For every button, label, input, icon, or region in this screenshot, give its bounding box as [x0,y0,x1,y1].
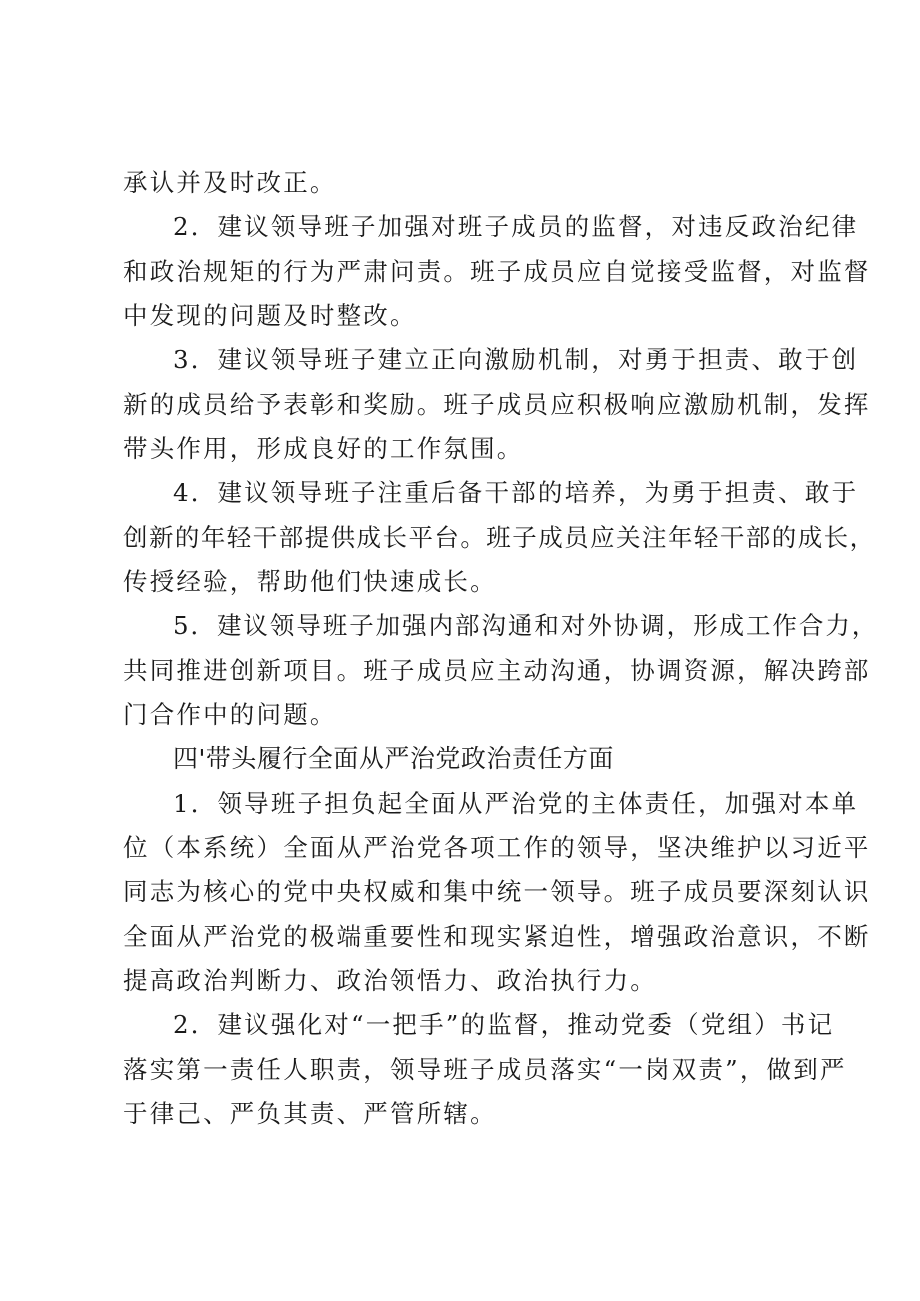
text-line: 全面从严治党的极端重要性和现实紧迫性，增强政治意识，不断 [123,922,871,951]
text-line: 创新的年轻干部提供成长平台。班子成员应关注年轻干部的成长， [123,523,876,552]
text-line: 门合作中的问题。 [123,700,337,729]
text-line: 带头作用，形成良好的工作氛围。 [123,434,524,463]
text-line: 承认并及时改正。 [123,168,337,197]
paragraph-first-line: 2．建议强化对“一把手”的监督，推动党委（党组）书记 [173,1010,835,1039]
text-line: 提高政治判断力、政治领悟力、政治执行力。 [123,966,657,995]
text-line: 同志为核心的党中央权威和集中统一领导。班子成员要深刻认识 [123,877,871,906]
paragraph-first-line: 1．领导班子担负起全面从严治党的主体责任，加强对本单 [173,789,859,818]
paragraph-first-line: 5．建议领导班子加强内部沟通和对外协调，形成工作合力， [173,611,879,640]
text-line: 和政治规矩的行为严肃问责。班子成员应自觉接受监督，对监督 [123,257,871,286]
text-line: 落实第一责任人职责，领导班子成员落实“一岗双责”，做到严 [123,1055,847,1084]
paragraph-first-line: 2．建议领导班子加强对班子成员的监督，对违反政治纪律 [173,212,859,241]
paragraph-first-line: 3．建议领导班子建立正向激励机制，对勇于担责、敢于创 [173,345,859,374]
text-line: 共同推进创新项目。班子成员应主动沟通，协调资源，解决跨部 [123,656,871,685]
text-line: 位（本系统）全面从严治党各项工作的领导，坚决维护以习近平 [123,833,871,862]
text-line: 传授经验，帮助他们快速成长。 [123,567,497,596]
paragraph-first-line: 4．建议领导班子注重后备干部的培养，为勇于担责、敢于 [173,478,859,507]
text-line: 中发现的问题及时整改。 [123,301,417,330]
section-heading: 四'带头履行全面从严治党政治责任方面 [173,744,614,773]
text-line: 新的成员给予表彰和奖励。班子成员应积极响应激励机制，发挥 [123,390,871,419]
text-line: 于律己、严负其责、严管所辖。 [123,1099,497,1128]
